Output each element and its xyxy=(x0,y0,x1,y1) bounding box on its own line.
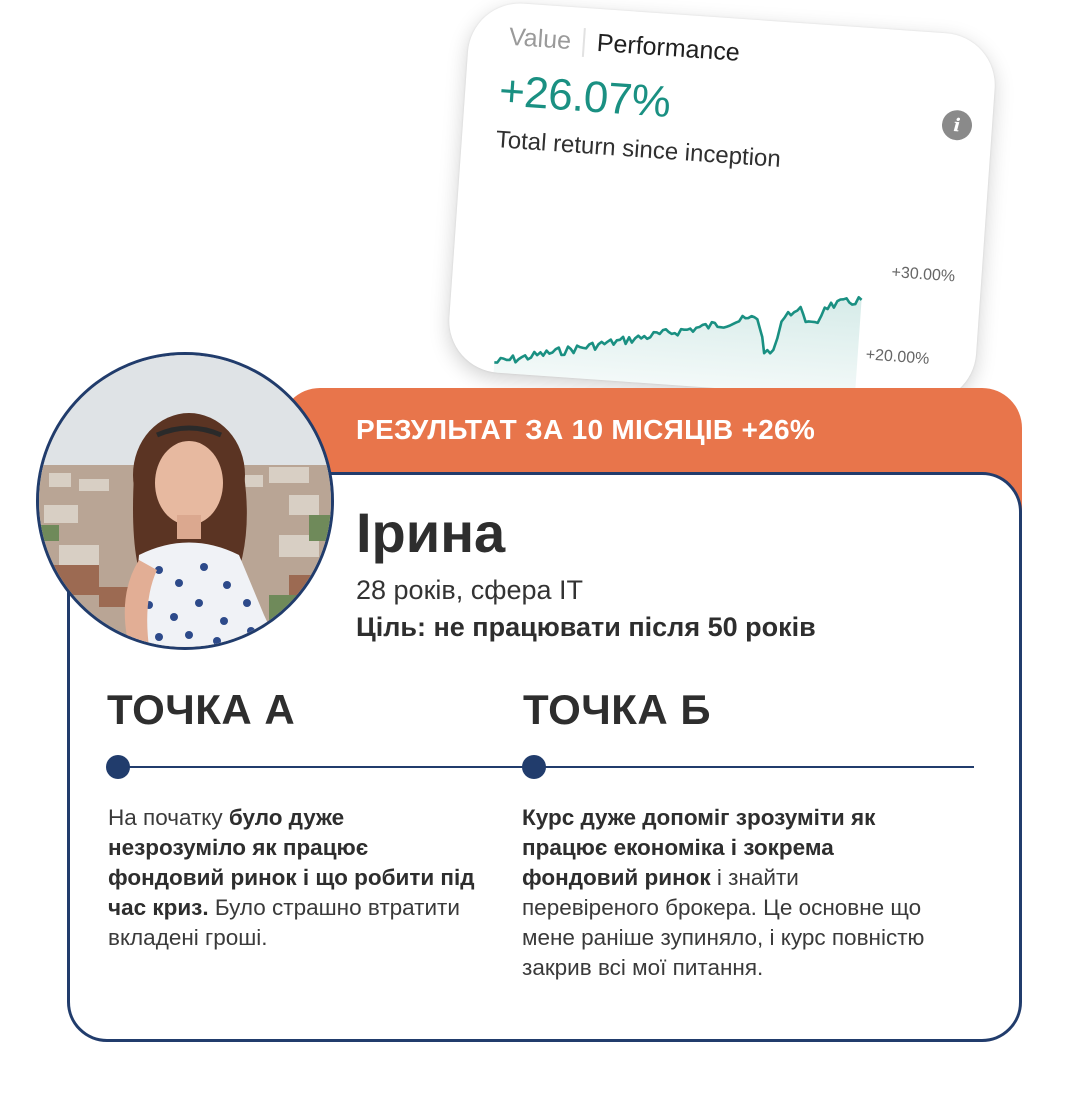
profile-goal: Ціль: не працювати після 50 років xyxy=(356,612,816,642)
y-tick-label: +20.00% xyxy=(865,346,930,368)
avatar-photo xyxy=(39,355,331,647)
total-return-caption: Total return since inception xyxy=(494,126,782,173)
profile-name: Ірина xyxy=(356,501,506,564)
timeline-line xyxy=(118,766,974,768)
point-b-desc-bold: Курс дуже допоміг зрозуміти як працює економіка і зокрема фондовий ринок xyxy=(522,805,876,890)
point-a-description xyxy=(108,803,488,953)
tab-performance[interactable]: Performance xyxy=(595,28,741,67)
avatar xyxy=(36,352,334,650)
performance-card xyxy=(446,0,999,406)
total-return-value: +26.07% xyxy=(497,66,673,128)
point-a-desc-bold: було дуже незрозуміло як працює фондовий ринок і що робити під час криз. xyxy=(108,805,475,920)
point-a-desc-plain-1: На початку xyxy=(108,805,229,830)
point-a-desc-plain-2: Було страшно втратити вкладені гроші. xyxy=(108,895,460,950)
performance-area xyxy=(493,272,862,406)
info-icon[interactable]: i xyxy=(941,109,973,141)
point-b-desc-plain: і знайти перевіреного брокера. Це основне що мене раніше зупиняло, і курс повністю закрив всі мої питання. xyxy=(522,865,925,980)
point-b-title: ТОЧКА Б xyxy=(523,686,712,733)
point-a-title: ТОЧКА А xyxy=(107,686,296,733)
profile-age-sphere: 28 років, сфера IT xyxy=(356,575,583,605)
timeline-dot-a xyxy=(106,755,130,779)
performance-chart xyxy=(446,0,999,406)
timeline-dot-b xyxy=(522,755,546,779)
point-b-description xyxy=(522,803,932,983)
tab-value[interactable]: Value xyxy=(508,23,586,57)
y-tick-label: +30.00% xyxy=(890,264,956,286)
result-banner-text: РЕЗУЛЬТАТ ЗА 10 МІСЯЦІВ +26% xyxy=(356,414,816,445)
